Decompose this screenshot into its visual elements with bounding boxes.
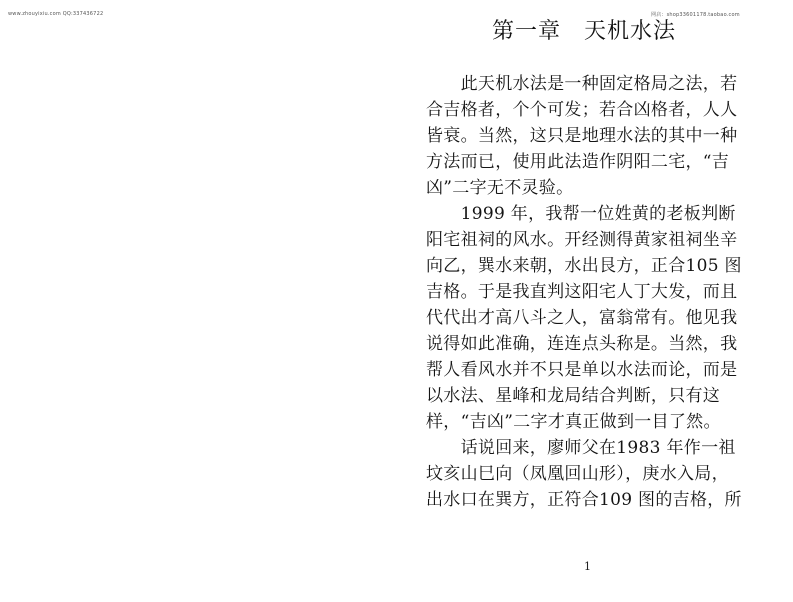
body-line: 吉格。于是我直判这阳宅人丁大发，而且 xyxy=(426,282,738,302)
page-number: 1 xyxy=(584,560,591,573)
body-line: 1999 年，我帮一位姓黄的老板判断 xyxy=(426,204,736,224)
body-line: 出水口在巽方，正符合109 图的吉格，所 xyxy=(426,490,742,510)
body-line: 皆衰。当然，这只是地理水法的其中一种 xyxy=(426,126,738,146)
body-line: 代代出才高八斗之人，富翁常有。他见我 xyxy=(426,308,738,328)
body-line: 阳宅祖祠的风水。开经测得黄家祖祠坐辛 xyxy=(426,230,738,250)
header-website-text: www.zhouyixiu.com QQ:337436722 xyxy=(8,11,104,17)
header-shop-text: 网店：shop33601178.taobao.com xyxy=(651,12,740,18)
body-line: 话说回来，廖师父在1983 年作一祖 xyxy=(426,438,736,458)
body-line: 向乙，巽水来朝，水出艮方，正合105 图 xyxy=(426,256,742,276)
body-line: 以水法、星峰和龙局结合判断，只有这 xyxy=(426,386,721,406)
body-line: 说得如此准确，连连点头称是。当然，我 xyxy=(426,334,738,354)
body-line: 合吉格者，个个可发；若合凶格者，人人 xyxy=(426,100,738,120)
body-line: 凶”二字无不灵验。 xyxy=(426,178,574,198)
body-line: 帮人看风水并不只是单以水法而论，而是 xyxy=(426,360,738,380)
chapter-title: 第一章 天机水法 xyxy=(492,19,677,44)
body-line: 此天机水法是一种固定格局之法，若 xyxy=(426,74,738,94)
body-line: 坟亥山巳向（凤凰回山形），庚水入局， xyxy=(426,464,729,484)
body-text xyxy=(426,71,766,513)
body-line: 方法而已，使用此法造作阴阳二宅，“吉 xyxy=(426,152,730,172)
body-line: 样，“吉凶”二字才真正做到一目了然。 xyxy=(426,412,721,432)
